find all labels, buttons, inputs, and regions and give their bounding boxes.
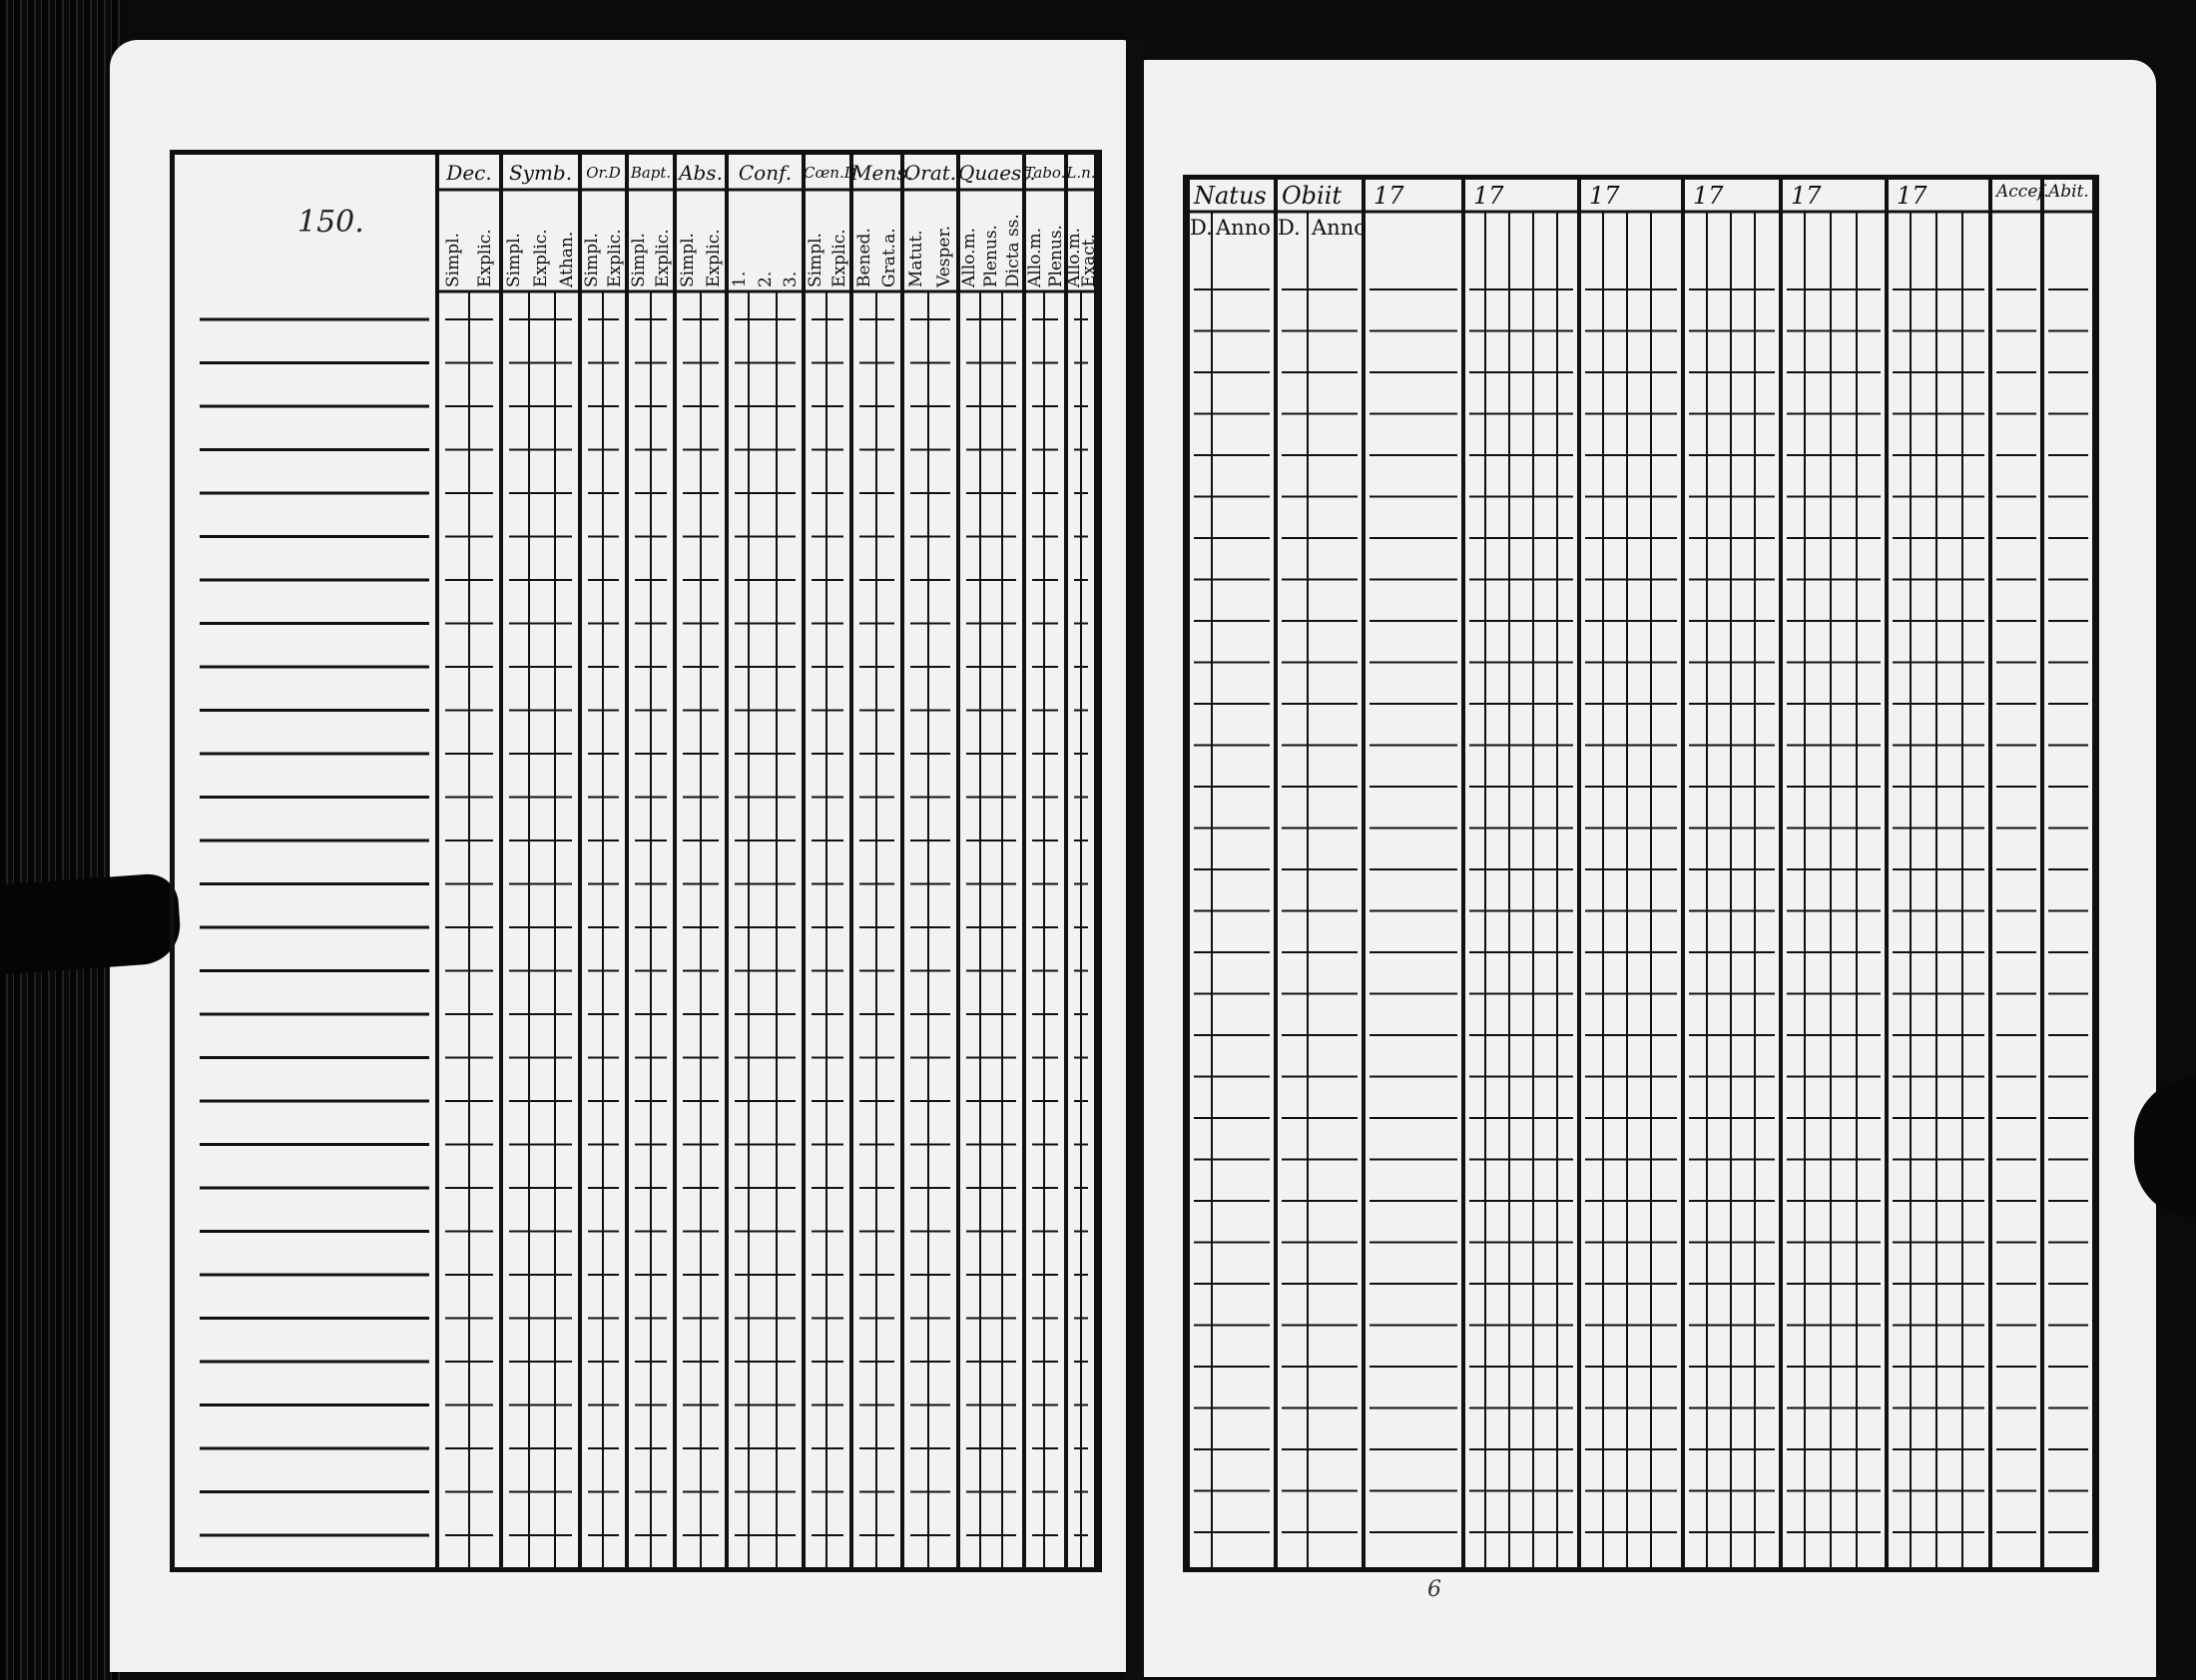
right-sub-header: D. — [1190, 216, 1213, 240]
left-sub-header: Matut. — [906, 230, 926, 287]
left-sub-header: Simpl. — [443, 233, 463, 287]
right-column-header: 17 — [1791, 182, 1822, 210]
left-column-header: Bapt. — [630, 164, 672, 182]
left-sub-header: Vesper. — [934, 225, 954, 287]
left-sub-header: Explic. — [475, 229, 495, 287]
left-column-header: Dec. — [446, 161, 492, 185]
left-sub-header: Simpl. — [629, 233, 649, 287]
left-column-header: Conf. — [738, 161, 793, 185]
left-sub-header: Bened. — [853, 228, 874, 287]
left-column-header: Abs. — [679, 161, 723, 185]
left-column-header: Mens. — [851, 161, 913, 185]
left-column-header: L.n. — [1066, 164, 1096, 182]
left-sub-header: Plenus. — [981, 225, 1001, 287]
left-sub-header: Allo.m. — [1024, 227, 1045, 287]
left-sub-header: Explic. — [653, 229, 673, 287]
right-sub-header: Anno — [1312, 216, 1367, 240]
page-mark: 6 — [1427, 1577, 1441, 1602]
left-column-header: Or.D — [586, 164, 621, 182]
left-column-header: Quaest. — [958, 161, 1036, 185]
handwritten-page-number: 150. — [297, 205, 364, 240]
left-sub-header: Explic. — [704, 229, 724, 287]
right-column-header: Obiit — [1282, 182, 1343, 210]
left-sub-header: 3. — [781, 271, 802, 287]
right-column-header: 17 — [1897, 182, 1927, 210]
left-sub-header: Explic. — [605, 229, 626, 287]
left-sub-header: Simpl. — [504, 233, 525, 287]
right-column-header: Accef. — [1996, 182, 2049, 202]
left-sub-header: Allo.m. — [1063, 227, 1084, 287]
left-sub-header: Allo.m. — [959, 227, 979, 287]
left-column-header: Cœn.D — [804, 164, 856, 182]
left-sub-header: 1. — [729, 271, 750, 287]
left-sub-header: Grat.a. — [879, 228, 900, 287]
right-column-header: 17 — [1473, 182, 1504, 210]
left-sub-header: Simpl. — [678, 233, 698, 287]
left-sub-header: Plenus. — [1045, 225, 1066, 287]
left-sub-header: Simpl. — [806, 233, 825, 287]
right-sub-header: Anno — [1216, 216, 1271, 240]
left-column-header: Tabo. — [1024, 164, 1066, 182]
right-column-header: 17 — [1693, 182, 1724, 210]
left-sub-header: Exact. — [1078, 234, 1099, 287]
right-column-header: Abit. — [2048, 182, 2089, 202]
left-sub-header: Dicta ss. — [1003, 214, 1023, 287]
left-sub-header: Explic. — [530, 229, 551, 287]
right-column-header: 17 — [1589, 182, 1620, 210]
left-column-header: Symb. — [508, 161, 573, 185]
right-sub-header: D. — [1278, 216, 1301, 240]
left-sub-header: Simpl. — [581, 233, 602, 287]
left-sub-header: Explic. — [829, 229, 849, 287]
right-column-header: 17 — [1373, 182, 1404, 210]
left-column-header: Orat. — [903, 161, 957, 185]
left-sub-header: Athan. — [556, 231, 577, 287]
right-column-header: Natus — [1194, 182, 1267, 210]
left-sub-header: 2. — [755, 271, 776, 287]
